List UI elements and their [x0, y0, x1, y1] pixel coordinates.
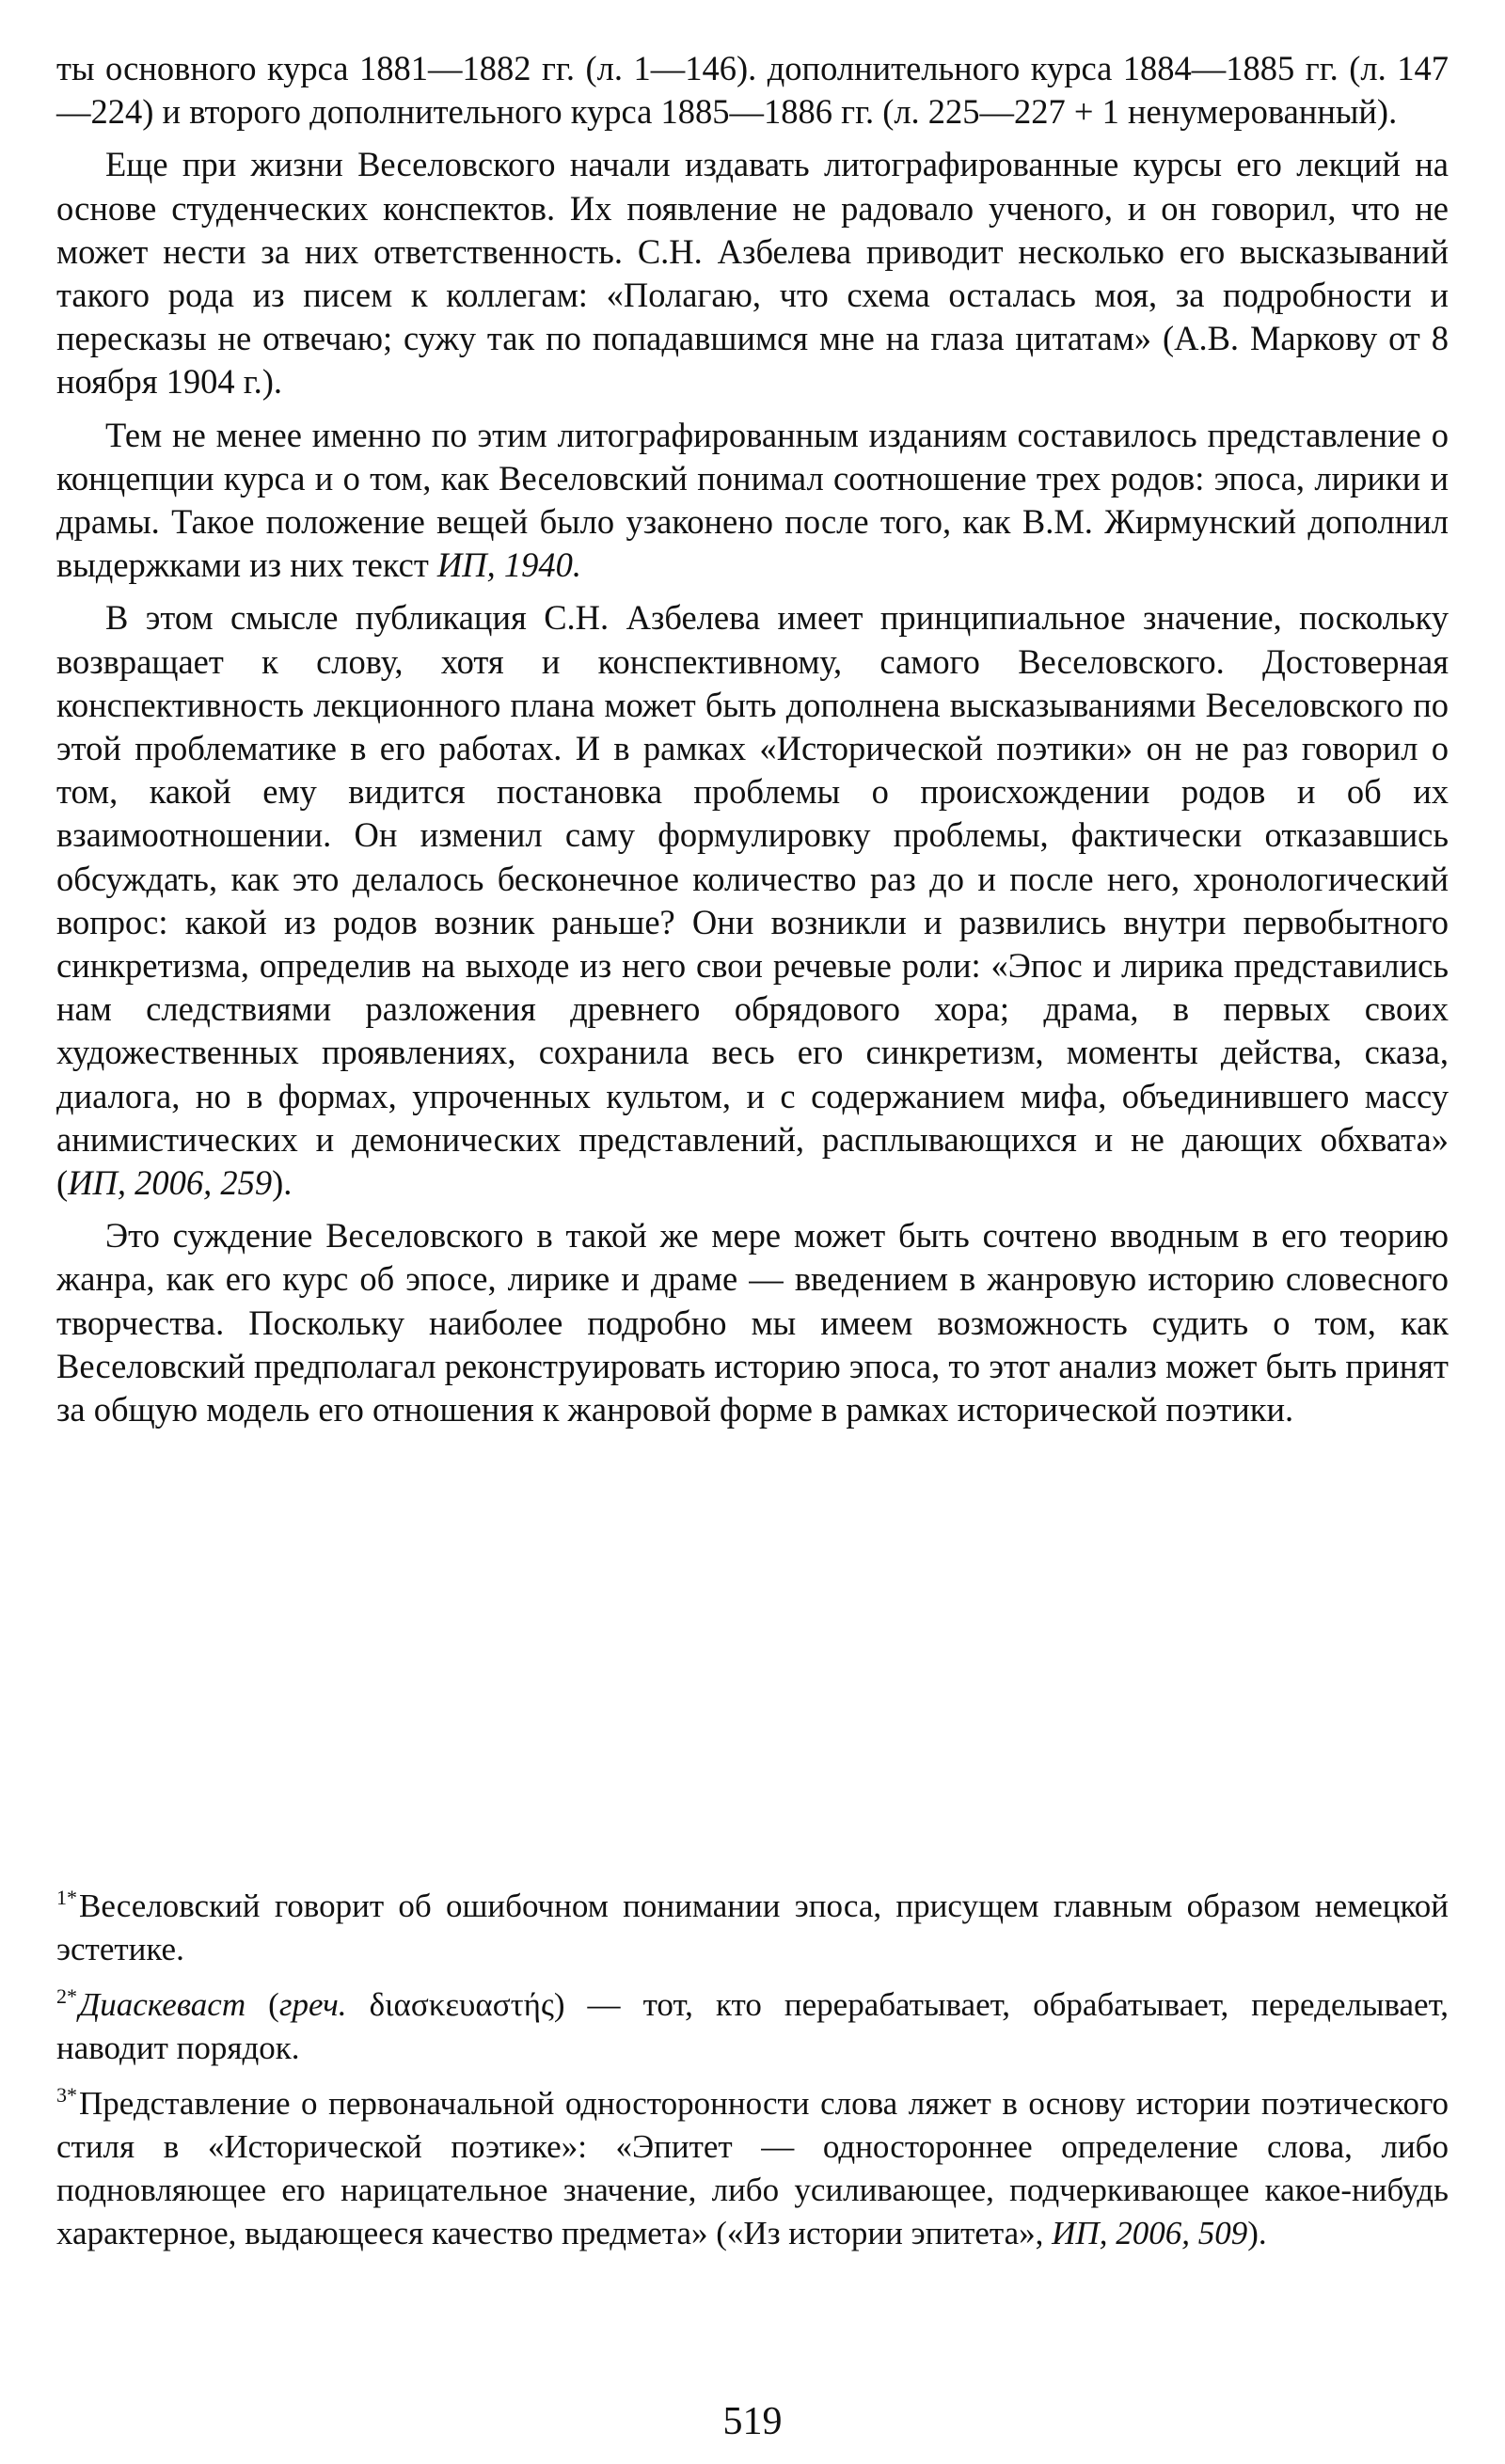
footnote-3-end: ). — [1247, 2215, 1267, 2251]
footnote-2-lang: греч. — [278, 1986, 347, 2023]
paragraph-1 — [56, 143, 1449, 403]
paragraph-0-text: ты основного курса 1881—1882 гг. (л. 1—146). дополнительного курса 1884—1885 гг. (л. 147—224) и второго дополнительного курса 1885—1886 гг. (л. 225—227 + 1 ненумерованный). — [56, 49, 1449, 132]
footnote-2-greek: διασκευαστής — [346, 1986, 554, 2023]
footnote-2 — [56, 1975, 1449, 2070]
paragraph-3 — [56, 596, 1449, 1205]
paragraph-3-text: В этом смысле публикация С.Н. Азбелева имеет принципиальное значение, поскольку возвращает к слову, хотя и конспективному, самого Веселовского. Достоверная конспективность лекционного плана может быть дополнена высказываниями Веселовского по этой проблематике в его работах. И в рамках «Исторической поэтики» он не раз говорил о том, какой ему видится постановка проблемы о происхождении родов и об их взаимоотношении. Он изменил саму формулировку проблемы, фактически отказавшись обсуждать, как это делалось бесконечное количество раз до и после него, хронологический вопрос: какой из родов возник раньше? Они возникли и развились внутри первобытного синкретизма, определив на выходе из него свои речевые роли: «Эпос и лирика представились нам следствиями разложения древнего обрядового хора; драма, в первых своих художественных проявлениях, сохранила весь его синкретизм, моменты действа, сказа, диалога, но в формах, упроченных культом, и с содержанием мифа, объединившего массу анимистических и демонических представлений, расплывающихся и не дающих обхвата» ( — [56, 598, 1449, 1203]
footnote-2-open: ( — [246, 1986, 279, 2023]
footnote-2-text: ) — тот, кто перерабатывает, обрабатывает, переделывает, наводит порядок. — [56, 1986, 1450, 2066]
page-number: 519 — [722, 2400, 783, 2443]
footnote-1 — [56, 1876, 1449, 1971]
paragraph-2-text: Тем не менее именно по этим литографированным изданиям составилось представление о концепции курса и о том, как Веселовский понимал соотношение трех родов: эпоса, лирики и драмы. Такое положение вещей было узаконено после того, как В.М. Жирмунский дополнил выдержками из них текст — [56, 415, 1449, 585]
paragraph-4-text: Это суждение Веселовского в такой же мере может быть сочтено вводным в его теорию жанра, как его курс об эпосе, лирике и драме — введением в жанровую историю словесного творчества. Поскольку наиболее подробно мы имеем возможность судить о том, как Веселовский предполагал реконструировать историю эпоса, то этот анализ может быть принят за общую модель его отношения к жанровой форме в рамках исторической поэтики. — [56, 1216, 1449, 1429]
paragraph-1-text: Еще при жизни Веселовского начали издавать литографированные курсы его лекций на основе студенческих конспектов. Их появление не радовало ученого, и он говорил, что не может нести за них ответственность. С.Н. Азбелева приводит несколько его высказываний такого рода из писем к коллегам: «Полагаю, что схема осталась моя, за подробности и пересказы не отвечаю; сужу так по попадавшимся мне на глаза цитатам» (А.В. Маркову от 8 ноября 1904 г.). — [56, 145, 1449, 402]
citation-ip-2006-509: ИП, 2006, 509 — [1052, 2215, 1248, 2251]
paragraph-4 — [56, 1214, 1449, 1431]
footnote-2-term: Диаскеваст — [79, 1986, 246, 2023]
footnote-3 — [56, 2074, 1449, 2255]
footnote-1-text: Веселовский говорит об ошибочном понимании эпоса, присущем главным образом немецкой эстетике. — [56, 1887, 1449, 1967]
footnotes — [56, 1876, 1449, 2259]
paragraph-0 — [56, 47, 1449, 134]
footnote-1-mark: 1* — [56, 1886, 77, 1909]
citation-ip-2006-259: ИП, 2006, 259 — [68, 1163, 273, 1203]
footnote-2-mark: 2* — [56, 1984, 77, 2008]
paragraph-3-end: ). — [272, 1163, 293, 1203]
paragraph-2 — [56, 414, 1449, 588]
footnote-3-mark: 3* — [56, 2083, 77, 2107]
footnote-3-text: Представление о первоначальной односторонности слова ляжет в основу истории поэтического стиля в «Исторической поэтике»: «Эпитет — одностороннее определение слова, либо подновляющее его нарицательное значение, либо усиливающее, подчеркивающее какое-нибудь характерное, выдающееся качество предмета» («Из истории эпитета», — [56, 2085, 1449, 2251]
citation-ip-1940: ИП, 1940. — [436, 545, 581, 585]
